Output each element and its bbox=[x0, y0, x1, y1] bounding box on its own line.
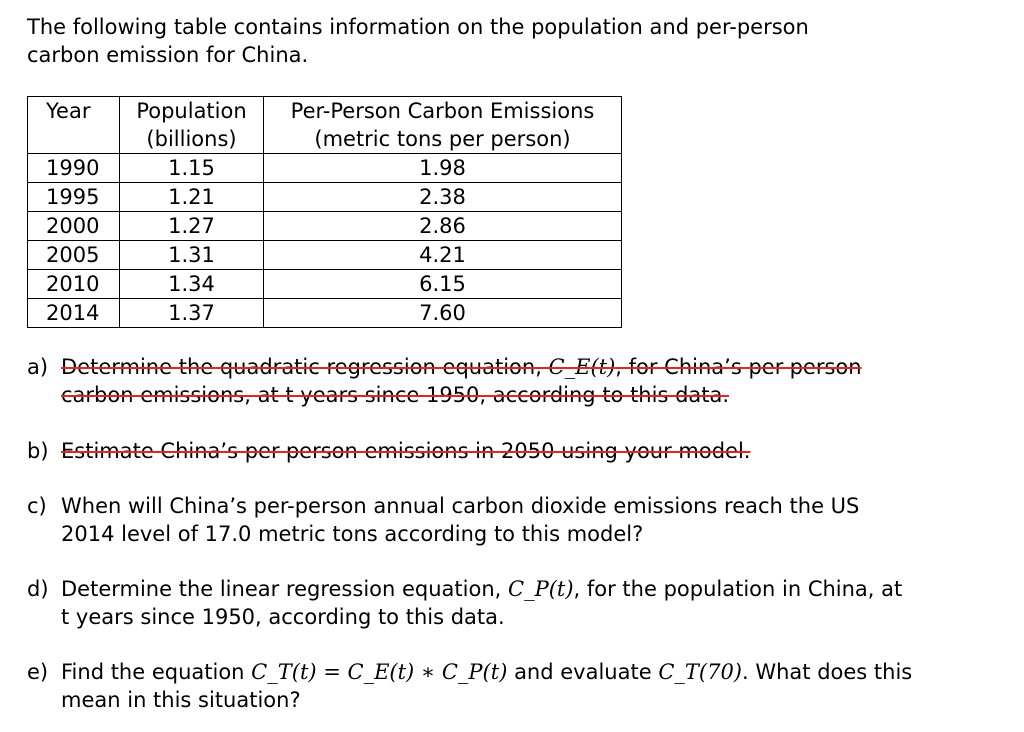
table-row bbox=[28, 270, 622, 299]
china-data-table bbox=[27, 96, 622, 328]
header-population bbox=[120, 97, 264, 154]
cell-emissions: 2.86 bbox=[264, 212, 622, 241]
table-row bbox=[28, 183, 622, 212]
intro-line-1: The following table contains information on the population and per-person bbox=[27, 15, 809, 39]
question-e-math: C_T(t) = C_E(t) ∗ C_P(t) bbox=[251, 660, 508, 684]
cell-population: 1.34 bbox=[120, 270, 264, 299]
question-a-line-2: carbon emissions, at t years since 1950, according to this data. bbox=[61, 383, 730, 407]
cell-year: 1995 bbox=[28, 183, 120, 212]
cell-population: 1.27 bbox=[120, 212, 264, 241]
question-e-math-2: C_T(70) bbox=[658, 660, 742, 684]
table-row bbox=[28, 241, 622, 270]
question-a-line-1-pre: Determine the quadratic regression equation, bbox=[61, 355, 549, 379]
cell-emissions: 4.21 bbox=[264, 241, 622, 270]
cell-year: 2014 bbox=[28, 299, 120, 328]
table-header-row bbox=[28, 97, 622, 154]
table-row bbox=[28, 299, 622, 328]
intro-line-2: carbon emission for China. bbox=[27, 43, 309, 67]
header-emissions-line-1: Per-Person Carbon Emissions bbox=[290, 99, 595, 123]
question-e-line-2: mean in this situation? bbox=[61, 688, 301, 712]
cell-population: 1.21 bbox=[120, 183, 264, 212]
question-e-letter: e) bbox=[27, 660, 49, 684]
question-a-line-1-post: , for China’s per-person bbox=[615, 355, 862, 379]
cell-emissions: 2.38 bbox=[264, 183, 622, 212]
question-d-line-1 bbox=[61, 575, 987, 603]
question-c-line-2: 2014 level of 17.0 metric tons according to this model? bbox=[61, 522, 644, 546]
question-d-line-1-post: , for the population in China, at bbox=[573, 577, 903, 601]
question-e-line-1 bbox=[61, 658, 987, 686]
question-e bbox=[27, 658, 987, 714]
question-d-line-2: t years since 1950, according to this data. bbox=[61, 605, 505, 629]
question-b-text: Estimate China’s per-person emissions in 2050 using your model. bbox=[61, 439, 751, 463]
header-population-line-2: (billions) bbox=[146, 127, 237, 151]
cell-population: 1.15 bbox=[120, 154, 264, 183]
cell-population: 1.37 bbox=[120, 299, 264, 328]
question-e-line-1-mid: and evaluate bbox=[507, 660, 659, 684]
question-a-math: C_E(t) bbox=[548, 355, 616, 379]
question-d-math: C_P(t) bbox=[508, 577, 574, 601]
cell-year: 2010 bbox=[28, 270, 120, 299]
intro-paragraph bbox=[27, 13, 987, 69]
question-e-line-1-post: . What does this bbox=[742, 660, 913, 684]
table-row bbox=[28, 212, 622, 241]
question-d bbox=[27, 575, 987, 631]
table-row bbox=[28, 154, 622, 183]
question-b bbox=[27, 437, 987, 465]
cell-year: 2000 bbox=[28, 212, 120, 241]
cell-emissions: 1.98 bbox=[264, 154, 622, 183]
cell-year: 2005 bbox=[28, 241, 120, 270]
cell-emissions: 6.15 bbox=[264, 270, 622, 299]
header-year: Year bbox=[28, 97, 120, 154]
question-e-line-1-pre: Find the equation bbox=[61, 660, 252, 684]
header-emissions-line-2: (metric tons per person) bbox=[314, 127, 571, 151]
question-c bbox=[27, 492, 987, 548]
header-emissions bbox=[264, 97, 622, 154]
question-d-letter: d) bbox=[27, 577, 49, 601]
question-a bbox=[27, 353, 987, 409]
cell-year: 1990 bbox=[28, 154, 120, 183]
question-a-letter: a) bbox=[27, 355, 49, 379]
cell-population: 1.31 bbox=[120, 241, 264, 270]
question-a-line-1 bbox=[61, 353, 987, 381]
question-d-line-1-pre: Determine the linear regression equation, bbox=[61, 577, 508, 601]
header-population-line-1: Population bbox=[136, 99, 247, 123]
cell-emissions: 7.60 bbox=[264, 299, 622, 328]
question-c-letter: c) bbox=[27, 494, 47, 518]
question-c-line-1: When will China’s per-person annual carbon dioxide emissions reach the US bbox=[61, 494, 860, 518]
question-b-letter: b) bbox=[27, 439, 49, 463]
